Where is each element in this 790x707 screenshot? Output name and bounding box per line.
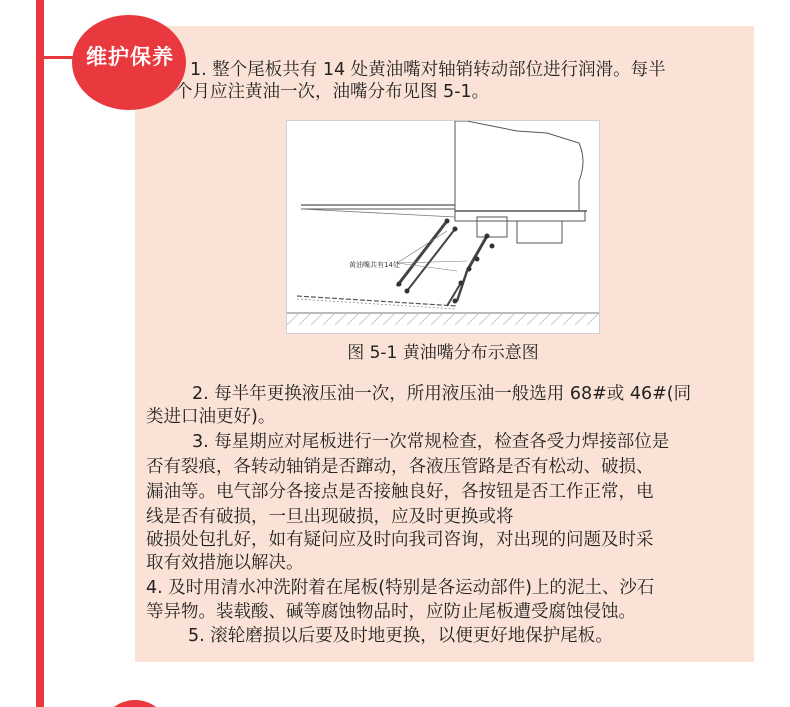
figure-caption: 图 5-1 黄油嘴分布示意图 [347,343,539,363]
figure-caption-row [0,342,790,364]
item-3-line-6: 取有效措施以解决。 [146,553,304,573]
item-4-line-1: 4. 及时用清水冲洗附着在尾板(特别是各运动部件)上的泥土、沙石 [146,578,655,598]
item-3-line-3: 漏油等。电气部分各接点是否接触良好，各按钮是否工作正常，电 [146,482,654,502]
item-3-line-1: 3. 每星期应对尾板进行一次常规检查，检查各受力焊接部位是 [192,432,670,452]
item-3-line-4: 线是否有破损，一旦出现破损，应及时更换或将 [146,507,514,527]
item-3-line-2: 否有裂痕，各转动轴销是否蹿动，各液压管路是否有松动、破损、 [146,457,654,477]
item-2-line-1: 2. 每半年更换液压油一次，所用液压油一般选用 68#或 46#(同 [192,384,692,404]
item-2-line-2: 类进口油更好)。 [146,407,276,427]
tail-lift-diagram [287,121,599,333]
figure-callout-label: 黄油嘴共有14处 [349,261,400,269]
next-section-badge [100,700,170,707]
item-1-line-1: 1. 整个尾板共有 14 处黄油嘴对轴销转动部位进行润滑。每半 [190,60,666,80]
section-badge-label: 维护保养 [86,45,174,69]
item-5-line-1: 5. 滚轮磨损以后要及时地更换，以便更好地保护尾板。 [188,626,613,646]
figure-grease-nipples [286,120,600,334]
item-4-line-2: 等异物。装载酸、碱等腐蚀物品时，应防止尾板遭受腐蚀侵蚀。 [146,602,636,622]
item-1-line-2: 个月应注黄油一次，油嘴分布见图 5-1。 [175,82,490,102]
item-3-line-5: 破损处包扎好，如有疑问应及时向我司咨询，对出现的问题及时采 [146,530,654,550]
